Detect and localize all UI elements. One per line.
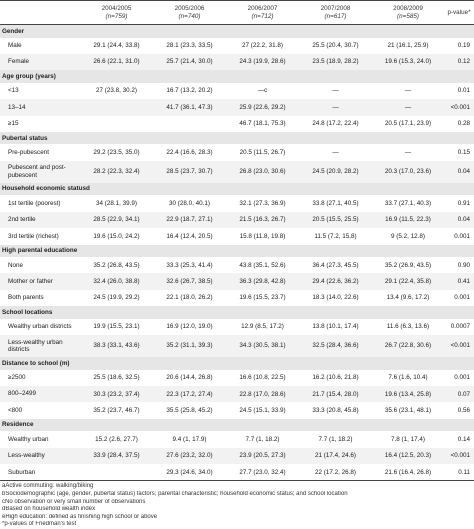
cell-value: 29.1 (24.4, 33.8)	[93, 42, 140, 50]
cell-value: 16.6 (10.8, 22.5)	[239, 374, 286, 382]
cell-value: 12.9 (8.5, 17.2)	[241, 323, 284, 331]
cell-value: 24.5 (19.9, 29.2)	[93, 294, 140, 302]
cell-pvalue: 0.04	[444, 212, 474, 228]
cell-value: 35.6 (23.1, 48.1)	[384, 406, 432, 414]
cell-value: 24.5 (20.9, 28.2)	[299, 161, 372, 183]
footnote-text: dBased on household wealth index	[2, 506, 96, 513]
cell-pvalue: 0.001	[454, 294, 470, 302]
table-body	[0, 25, 474, 481]
row-label: Pubescent and post-pubescent	[0, 161, 80, 183]
row-label: Pre-pubescent	[8, 148, 49, 156]
row-label: Female	[0, 54, 80, 70]
cell-value: 26.8 (23.0, 30.6)	[226, 161, 299, 183]
cell-value: 22 (17.2, 26.8)	[315, 468, 356, 476]
cell-value: 35.5 (25.8, 45.2)	[166, 406, 213, 414]
header-n: (n=585)	[397, 12, 419, 20]
row-label: 13–14	[0, 99, 80, 115]
cell-value: 19.6 (15.3, 24.0)	[372, 54, 444, 70]
cell-value: 36.4 (27.3, 45.5)	[312, 261, 359, 269]
cell-value: 15.2 (2.6, 27.7)	[95, 435, 138, 443]
cell-value: 33.3 (20.8, 45.8)	[312, 406, 359, 414]
section-label: Household economic statusd	[0, 183, 474, 196]
table-row	[0, 144, 474, 160]
cell-value: 33.7 (27.1, 40.3)	[384, 199, 432, 207]
cell-pvalue: 0.90	[457, 261, 470, 269]
cell-value: 38.3 (33.1, 43.6)	[80, 335, 153, 357]
cell-value: 21.6 (16.4, 26.8)	[384, 468, 432, 476]
footnote-row	[0, 514, 474, 522]
cell-value: 7.7 (1, 18.2)	[245, 435, 280, 443]
row-label: <800	[8, 406, 23, 414]
cell-value: 16.7 (13.2, 20.2)	[166, 87, 213, 95]
cell-value: 24.3 (19.9, 28.6)	[226, 54, 299, 70]
table-row	[0, 54, 474, 70]
cell-value: 7.8 (1, 17.4)	[391, 435, 425, 443]
cell-value: 16.4 (12.5, 20.3)	[372, 448, 444, 464]
cell-value: 13.8 (10.1, 17.4)	[312, 323, 359, 331]
table-row	[0, 273, 474, 289]
section-label: Age group (years)	[0, 70, 474, 83]
cell-value	[80, 99, 153, 115]
table-row	[0, 195, 474, 211]
cell-value: —	[332, 87, 339, 95]
footnote-row	[0, 521, 474, 529]
table-row	[0, 228, 474, 244]
cell-pvalue: 0.56	[457, 406, 470, 414]
table-row	[0, 257, 474, 273]
cell-pvalue: 0.12	[444, 54, 474, 70]
cell-value: 20.5 (17.1, 23.9)	[384, 120, 432, 128]
cell-pvalue: 0.001	[454, 232, 470, 240]
table-row	[0, 464, 474, 481]
cell-pvalue: 0.91	[457, 199, 470, 207]
footnote-text: eHigh education: defined as finishing high school or above	[2, 513, 158, 520]
table-row	[0, 448, 474, 464]
section-label: Gender	[0, 25, 474, 38]
cell-value: 35.2 (26.8, 43.5)	[93, 261, 140, 269]
cell-value: —	[372, 99, 444, 115]
cell-value: 25.5 (20.4, 30.7)	[312, 42, 359, 50]
header-row	[0, 1, 474, 25]
header-year: 2008/2009	[393, 5, 423, 13]
cell-value: 35.2 (26.9, 43.5)	[384, 261, 432, 269]
table-row	[0, 38, 474, 54]
section-header-row	[0, 357, 474, 370]
cell-value: 23.5 (18.9, 28.2)	[299, 54, 372, 70]
header-year: 2007/2008	[320, 5, 351, 13]
cell-value: 35.2 (31.1, 39.3)	[153, 335, 226, 357]
section-label: School locations	[0, 306, 474, 319]
cell-pvalue: 0.01	[457, 87, 470, 95]
section-header-row	[0, 245, 474, 258]
cell-pvalue: 0.19	[457, 42, 470, 50]
footnote-row	[0, 506, 474, 514]
cell-value: 22.1 (18.0, 26.2)	[166, 294, 213, 302]
cell-value: 24.5 (15.1, 33.9)	[239, 406, 286, 414]
cell-value: 34 (28.1, 39.9)	[96, 199, 137, 207]
cell-value: 29.3 (24.6, 34.0)	[166, 468, 213, 476]
cell-value	[153, 116, 226, 132]
header-n: (n=712)	[251, 12, 274, 20]
cell-value: 26.7 (22.8, 30.6)	[372, 335, 444, 357]
cell-value: 19.6 (15.0, 24.2)	[93, 232, 140, 240]
section-label: High parental educatione	[0, 245, 474, 258]
cell-value: 21.7 (15.4, 28.0)	[299, 386, 372, 402]
header-col-2	[153, 1, 226, 25]
row-label: Wealthy urban districts	[8, 323, 72, 331]
cell-value: —	[332, 149, 339, 157]
cell-value: 22.4 (16.6, 28.3)	[166, 149, 213, 157]
header-col-3	[226, 1, 299, 25]
cell-value: 20.5 (11.5, 26.7)	[239, 149, 286, 157]
cell-value: 16.9 (11.5, 22.3)	[372, 212, 444, 228]
table-row	[0, 386, 474, 402]
table-row	[0, 402, 474, 418]
cell-pvalue: <0.001	[444, 335, 474, 357]
header-col-1	[80, 1, 153, 25]
cell-value: —c	[257, 87, 268, 95]
cell-value: —	[299, 99, 372, 115]
cell-value: 41.7 (36.1, 47.3)	[153, 99, 226, 115]
cell-value: 29.2 (23.5, 35.0)	[93, 149, 140, 157]
table-row	[0, 290, 474, 306]
cell-pvalue: <0.001	[444, 448, 474, 464]
cell-value: 19.6 (15.5, 23.7)	[239, 294, 286, 302]
table-row	[0, 431, 474, 447]
row-label: Male	[8, 41, 22, 49]
cell-pvalue: 0.28	[457, 120, 470, 128]
row-label: Wealthy urban	[8, 435, 49, 443]
cell-pvalue: 0.001	[454, 374, 470, 382]
table-row	[0, 335, 474, 357]
row-label: 800–2499	[0, 386, 80, 402]
table-row	[0, 370, 474, 386]
cell-value: 32.1 (27.3, 36.9)	[239, 199, 286, 207]
cell-value: 27.6 (23.2, 32.0)	[153, 448, 226, 464]
row-label: Suburban	[8, 468, 36, 476]
footnotes	[0, 481, 474, 529]
table-row	[0, 212, 474, 228]
section-label: Pubertal status	[0, 132, 474, 145]
cell-value: 33.3 (25.3, 41.4)	[166, 261, 213, 269]
cell-value: 29.4 (22.6, 36.2)	[299, 273, 372, 289]
cell-value: 33.9 (28.4, 37.5)	[80, 448, 153, 464]
cell-value: 21.5 (16.3, 26.7)	[226, 212, 299, 228]
cell-value: 46.7 (18.1, 75.3)	[239, 120, 286, 128]
row-label: 1st tertile (poorest)	[8, 199, 61, 207]
table-row	[0, 99, 474, 115]
section-header-row	[0, 70, 474, 83]
cell-value: 43.8 (35.1, 52.6)	[239, 261, 286, 269]
row-label: <13	[8, 87, 19, 95]
header-col-4	[299, 1, 372, 25]
section-header-row	[0, 132, 474, 145]
cell-value: 20.6 (14.4, 26.8)	[166, 374, 213, 382]
header-blank	[0, 1, 80, 25]
cell-value: 28.1 (23.3, 33.5)	[166, 42, 213, 50]
header-n: (n=617)	[324, 12, 347, 20]
section-header-row	[0, 183, 474, 196]
cell-value: 22.9 (18.7, 27.1)	[153, 212, 226, 228]
cell-value: 22.3 (17.2, 27.4)	[153, 386, 226, 402]
cell-value	[80, 116, 153, 132]
cell-value: 32.5 (28.4, 36.6)	[299, 335, 372, 357]
cell-value: 20.5 (15.5, 25.5)	[299, 212, 372, 228]
cell-value: 27.7 (23.0, 32.4)	[239, 468, 286, 476]
cell-value: 28.5 (22.9, 34.1)	[80, 212, 153, 228]
footnote-row	[0, 491, 474, 499]
cell-value: 30 (28.0, 40.1)	[169, 199, 210, 207]
cell-value: 25.9 (22.6, 29.2)	[226, 99, 299, 115]
footnote-text: bSociodemographic (age, gender, pubertal status) factors; parental characteristic; household economic status; and school location	[2, 491, 348, 498]
row-label: None	[8, 261, 24, 269]
row-label: Less-wealthy	[0, 448, 80, 464]
cell-pvalue: 0.07	[444, 386, 474, 402]
row-label: Both parents	[8, 294, 44, 302]
header-pvalue: p-value*	[444, 1, 474, 25]
header-n: (n=759)	[105, 12, 128, 20]
table-row	[0, 161, 474, 183]
header-col-5	[372, 1, 444, 25]
row-label: Less-wealthy urban districts	[0, 335, 80, 357]
cell-value	[80, 464, 153, 481]
cell-value: 15.8 (11.8, 19.8)	[239, 232, 286, 240]
cell-value: 20.3 (17.0, 23.6)	[372, 161, 444, 183]
section-header-row	[0, 25, 474, 38]
cell-value: 9.4 (1, 17.9)	[172, 435, 207, 443]
cell-value: 33.8 (27.1, 40.5)	[312, 199, 359, 207]
cell-value: 9 (5.2, 12.8)	[391, 232, 425, 240]
header-year: 2006/2007	[247, 5, 278, 13]
cell-value: 24.8 (17.2, 22.4)	[312, 120, 359, 128]
row-label: ≥15	[8, 120, 19, 128]
cell-value: 32.4 (26.0, 38.8)	[80, 273, 153, 289]
cell-value: 23.9 (20.5, 27.3)	[226, 448, 299, 464]
table-row	[0, 83, 474, 99]
cell-pvalue: 0.04	[444, 161, 474, 183]
cell-value: 21 (16.1, 25.9)	[387, 42, 429, 50]
cell-pvalue: 0.41	[444, 273, 474, 289]
cell-value: 22.8 (17.0, 28.6)	[226, 386, 299, 402]
header-n: (n=740)	[178, 12, 201, 20]
cell-value: 16.2 (10.6, 21.8)	[312, 374, 359, 382]
cell-value: 19.9 (15.5, 23.1)	[93, 323, 140, 331]
cell-value: 16.9 (12.0, 19.0)	[166, 323, 213, 331]
cell-value: 18.3 (14.0, 22.6)	[312, 294, 359, 302]
section-label: Residence	[0, 419, 474, 432]
footnote-text: *p-values of Friedman's test	[2, 521, 77, 528]
cell-value: 28.2 (22.3, 32.4)	[80, 161, 153, 183]
header-year: 2005/2006	[174, 5, 205, 13]
cell-value: 13.4 (9.6, 17.2)	[386, 294, 430, 302]
cell-value: —	[404, 87, 412, 95]
cell-value: 34.3 (30.5, 38.1)	[226, 335, 299, 357]
cell-value: 36.3 (29.8, 42.8)	[226, 273, 299, 289]
cell-value: —	[404, 149, 412, 157]
footnote-text: cNo observation or very small number of observations	[2, 498, 146, 505]
cell-value: 27 (22.2, 31.8)	[242, 42, 283, 50]
cell-pvalue: 0.0007	[450, 323, 470, 331]
footnote-row	[0, 499, 474, 507]
cell-pvalue: <0.001	[444, 99, 474, 115]
table-row	[0, 319, 474, 335]
row-label: 2nd tertile	[0, 212, 80, 228]
cell-value: 35.2 (23.7, 46.7)	[93, 406, 140, 414]
section-header-row	[0, 419, 474, 432]
section-label: Distance to school (m)	[0, 357, 474, 370]
cell-value: 26.6 (22.1, 31.0)	[80, 54, 153, 70]
cell-pvalue: 0.15	[457, 149, 470, 157]
cell-pvalue: 0.14	[457, 435, 470, 443]
cell-value: 19.6 (13.4, 25.8)	[372, 386, 444, 402]
cell-value: 29.1 (22.4, 35.8)	[372, 273, 444, 289]
cell-value: 11.6 (6.3, 13.6)	[386, 323, 430, 331]
cell-value: 21 (17.4, 24.6)	[299, 448, 372, 464]
cell-value: 25.7 (21.4, 30.0)	[153, 54, 226, 70]
cell-pvalue: 0.11	[458, 468, 470, 476]
header-year: 2004/2005	[101, 5, 132, 13]
row-label: 3rd tertile (richest)	[8, 232, 59, 240]
cell-value: 25.5 (18.6, 32.5)	[93, 374, 140, 382]
cell-value: 16.4 (12.4, 20.5)	[166, 232, 213, 240]
cell-value: 27 (23.8, 30.2)	[96, 87, 137, 95]
row-label: Mother or father	[0, 273, 80, 289]
table-row	[0, 116, 474, 132]
cell-value: 11.5 (7.2, 15.8)	[314, 232, 357, 240]
cell-value: 7.6 (1.6, 10.4)	[388, 374, 428, 382]
cell-value: 32.6 (26.7, 38.5)	[153, 273, 226, 289]
footnote-text: aActive commuting: walking/biking	[0, 481, 474, 491]
row-label: ≥2500	[8, 374, 26, 382]
cell-value: 28.5 (23.7, 30.7)	[153, 161, 226, 183]
cell-value: 30.3 (23.2, 37.4)	[80, 386, 153, 402]
cell-value: 7.7 (1, 18.2)	[318, 435, 353, 443]
section-header-row	[0, 306, 474, 319]
footnote-row	[0, 481, 474, 491]
